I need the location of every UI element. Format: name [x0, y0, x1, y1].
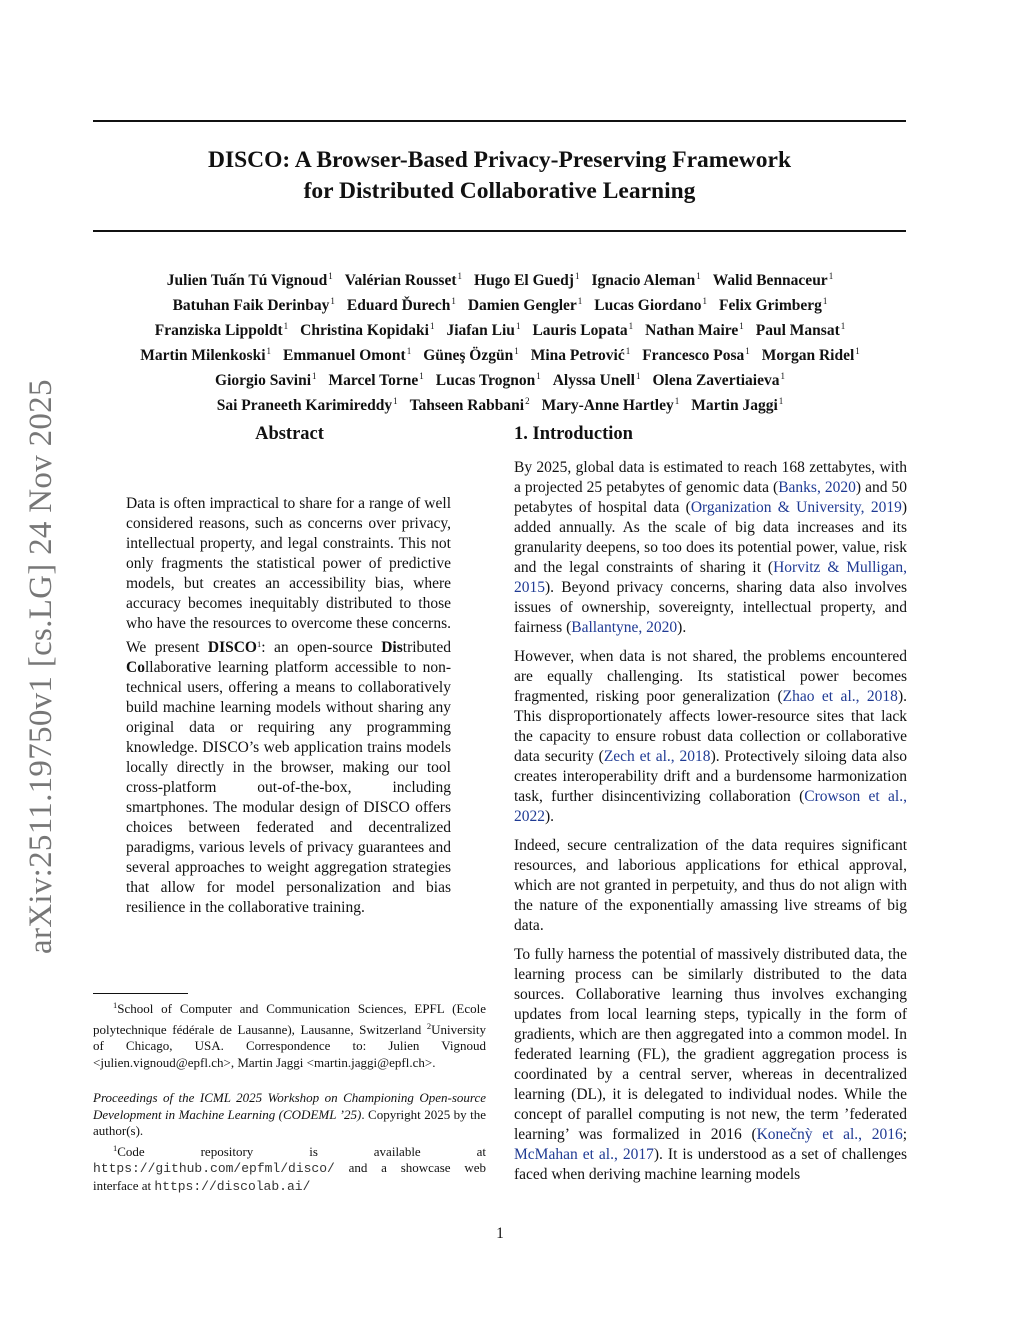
- disco-acronym-co: Co: [126, 659, 145, 676]
- affiliation-text: School of Computer and Communication Sciences, EPFL (Ecole polytechnique fédérale de Lausanne), Lausanne, Switzerland: [93, 1001, 486, 1037]
- paper-title-line-1: DISCO: A Browser-Based Privacy-Preserving Framework: [207, 147, 792, 173]
- author-name-text: Olena Zavertiaieva: [652, 372, 780, 389]
- affiliation-marker: 1: [696, 271, 701, 281]
- intro-p2-text: ). Protectively siloing data also creates interoperability drift and a burdensome harmonization task, further disincentivizing collaboration (: [514, 748, 908, 805]
- paper-title-line-2: for Distributed Collaborative Learning: [303, 178, 696, 204]
- author-name-text: Francesco Posa: [642, 347, 745, 364]
- author-name-text: Hugo El Guedj: [474, 272, 574, 289]
- intro-p1-text: ). Beyond privacy concerns, sharing data also involves issues of ownership, sovereignty, intellectual property, and fairness (: [514, 579, 907, 636]
- footnote-marker: 2: [426, 1020, 432, 1031]
- intro-p4-text: ). It is understood as a set of challenges faced when deriving machine learning models: [514, 1146, 907, 1183]
- author-name: [591, 272, 700, 289]
- author-name-text: Mina Petrović: [530, 347, 625, 364]
- author-name-text: Batuhan Faik Derinbay: [172, 297, 330, 314]
- author-name-text: Giorgio Savini: [215, 372, 312, 389]
- author-name: [423, 347, 519, 364]
- affiliation-marker: 1: [393, 396, 398, 406]
- author-line: [60, 391, 940, 416]
- intro-p2-text: However, when data is not shared, the problems encountered are equally challenging. Its statistical power becomes fragmented, risking poor generalization (: [514, 648, 907, 705]
- affiliation-marker: 1: [577, 296, 583, 306]
- author-name: [542, 397, 680, 414]
- author-name: [468, 297, 582, 314]
- citation-link[interactable]: Konečnỳ et al., 2016: [756, 1126, 903, 1143]
- intro-paragraph-3: Indeed, secure centralization of the data requires significant resources, and laborious applications for ethical approval, which are not granted in perpetuity, and thus do not align with the nature of the exponentially amassing live streams of big data.: [514, 837, 907, 934]
- affiliation-marker: 1: [822, 296, 828, 306]
- author-name-text: Franziska Lippoldt: [154, 322, 283, 339]
- affiliation-marker: 1: [574, 271, 580, 281]
- affiliation-marker: 1: [739, 321, 744, 331]
- affiliation-marker: 1: [266, 346, 271, 356]
- author-name-text: Nathan Maire: [645, 322, 739, 339]
- author-name-text: Mary-Anne Hartley: [541, 397, 674, 414]
- author-name: [300, 322, 434, 339]
- author-name: [215, 372, 317, 389]
- author-name: [713, 272, 833, 289]
- affiliation-marker: 1: [536, 371, 541, 381]
- author-name: [329, 372, 424, 389]
- abstract-heading: Abstract: [255, 424, 324, 444]
- author-name: [446, 322, 520, 339]
- affiliation-marker: 1: [330, 296, 335, 306]
- affiliation-marker: 1: [855, 346, 860, 356]
- affiliation-marker: 1: [702, 296, 708, 306]
- affiliation-marker: 1: [328, 271, 333, 281]
- affiliation-marker: 1: [451, 296, 456, 306]
- code-footnote-text: Code repository is available at: [117, 1143, 486, 1159]
- author-line: [60, 366, 940, 391]
- citation-link[interactable]: Zhao et al., 2018: [782, 688, 898, 705]
- author-name-text: Sai Praneeth Karimireddy: [216, 397, 393, 414]
- author-name: [173, 297, 335, 314]
- intro-paragraph-4: [514, 945, 907, 1185]
- affiliation-marker: 1: [515, 321, 521, 331]
- citation-link[interactable]: Organization & University, 2019: [690, 499, 902, 516]
- author-name: [762, 347, 860, 364]
- affiliation-marker: 1: [778, 396, 784, 406]
- author-name-text: Christina Kopidaki: [300, 322, 429, 339]
- abstract-text: [126, 494, 451, 918]
- affiliation-marker: 1: [457, 271, 463, 281]
- title-top-rule: [93, 120, 906, 122]
- author-name-text: Paul Mansat: [755, 322, 840, 339]
- author-name-text: Lucas Trognon: [435, 372, 536, 389]
- author-line: [60, 291, 940, 316]
- affiliation-marker: 1: [828, 271, 834, 281]
- author-line: [60, 316, 940, 341]
- author-name-text: Walid Bennaceur: [712, 272, 828, 289]
- affiliation-marker: 1: [429, 321, 435, 331]
- author-name-text: Damien Gengler: [467, 297, 577, 314]
- affiliation-text: University of Chicago, USA. Correspondence to: Julien Vignoud <julien.vignoud@epfl.ch>, Martin Jaggi <martin.jaggi@epfl.ch>.: [93, 1021, 486, 1070]
- intro-p2-text: ). This disproportionately affects lower-resource sites that lack the capacity to ensure robust data collection or collaborative data security (: [514, 688, 907, 765]
- author-name-text: Valérian Rousset: [344, 272, 457, 289]
- author-line: [60, 266, 940, 291]
- author-name: [531, 347, 630, 364]
- disco-footnote-marker: 1: [257, 639, 262, 649]
- abstract-part-2: : an open-source: [261, 639, 382, 656]
- affiliation-marker: 2: [525, 396, 530, 406]
- arxiv-identifier: arXiv:2511.19750v1 [cs.LG] 24 Nov 2025: [23, 379, 59, 954]
- author-name-text: Güneş Özgün: [423, 347, 514, 364]
- author-name: [347, 297, 456, 314]
- copyright-text: . Copyright 2025 by the author(s).: [93, 1106, 487, 1138]
- author-name: [167, 272, 333, 289]
- repository-link[interactable]: https://github.com/epfml/disco/: [93, 1161, 335, 1176]
- affiliation-marker: 1: [406, 346, 412, 356]
- author-name: [691, 397, 783, 414]
- abstract-part-3: tributed: [402, 639, 451, 656]
- author-name: [345, 272, 462, 289]
- author-name-text: Marcel Torne: [328, 372, 419, 389]
- author-name: [474, 272, 579, 289]
- author-name: [283, 347, 411, 364]
- author-name-text: Ignacio Aleman: [591, 272, 696, 289]
- author-name-text: Martin Jaggi: [691, 397, 778, 414]
- author-name: [642, 347, 750, 364]
- author-name-text: Eduard Ďurech: [346, 297, 451, 314]
- affiliation-marker: 1: [419, 371, 424, 381]
- footnote-marker: 1: [113, 1142, 118, 1153]
- author-name-text: Alyssa Unell: [552, 372, 635, 389]
- author-name: [217, 397, 398, 414]
- author-name-text: Lauris Lopata: [532, 322, 628, 339]
- intro-p1-text: ) and 50 petabytes of hospital data (: [514, 479, 908, 516]
- citation-link[interactable]: McMahan et al., 2017: [514, 1146, 654, 1163]
- intro-p1-text: ).: [677, 619, 687, 636]
- affiliation-marker: 1: [840, 321, 846, 331]
- author-name-text: Julien Tuấn Tú Vignoud: [166, 272, 328, 289]
- author-name: [594, 297, 707, 314]
- author-line: [60, 341, 940, 366]
- citation-link[interactable]: Crowson et al., 2022: [514, 788, 907, 825]
- disco-name: DISCO: [207, 639, 257, 656]
- author-name: [652, 372, 785, 389]
- footnote-rule: [93, 993, 188, 994]
- author-name: [140, 347, 271, 364]
- author-name: [410, 397, 530, 414]
- showcase-link[interactable]: https://discolab.ai/: [154, 1178, 311, 1194]
- intro-p2-text: ).: [545, 808, 555, 825]
- proceedings-note: [93, 1090, 486, 1140]
- citation-link[interactable]: Ballantyne, 2020: [571, 619, 678, 636]
- intro-p4-text: ;: [902, 1126, 908, 1143]
- author-list: [60, 266, 940, 416]
- author-name-text: Felix Grimberg: [719, 297, 822, 314]
- author-name: [436, 372, 541, 389]
- abstract-part-4: llaborative learning platform accessible to non-technical users, offering a means to collaboratively build machine learning models without sharing any original data or requiring any programming knowledge. DISCO’s web application trains models locally directly in the browser, making our tool cross-platform out-of-the-box, including smartphones. The modular design of DISCO offers choices between federated and decentralized paradigms, various levels of privacy guarantees and several approaches to weight aggregation strategies that allow for model personalization and bias resilience in the collaborative training.: [126, 659, 451, 916]
- author-name-text: Martin Milenkoski: [140, 347, 266, 364]
- affiliation-footnote: [93, 997, 486, 1071]
- intro-p1-text: By 2025, global data is estimated to reach 168 zettabytes, with a projected 25 petabytes of genomic data (: [514, 459, 907, 496]
- intro-paragraph-1: [514, 458, 907, 638]
- author-name: [756, 322, 845, 339]
- affiliation-marker: 1: [514, 346, 519, 356]
- title-bottom-rule: [93, 230, 906, 232]
- author-name: [719, 297, 827, 314]
- affiliation-marker: 1: [780, 371, 785, 381]
- intro-p1-text: ) added annually. As the scale of big data increases and its granularity deepens, so too does its potential power, value, risk and the legal constraints of sharing it (: [514, 499, 907, 576]
- author-name: [532, 322, 633, 339]
- disco-acronym-dis: Dis: [381, 639, 403, 656]
- footnote-marker: 1: [113, 1000, 118, 1010]
- author-name: [553, 372, 641, 389]
- affiliation-marker: 1: [745, 346, 750, 356]
- citation-link[interactable]: Horvitz & Mulligan, 2015: [514, 559, 907, 596]
- author-name-text: Lucas Giordano: [594, 297, 702, 314]
- page-number: 1: [496, 1225, 504, 1242]
- author-name: [645, 322, 744, 339]
- affiliation-marker: 1: [283, 321, 289, 331]
- author-name-text: Jiafan Liu: [446, 322, 515, 339]
- affiliation-marker: 1: [625, 346, 631, 356]
- code-footnote-text: and a showcase web interface at: [93, 1160, 486, 1193]
- proceedings-title: Proceedings of the ICML 2025 Workshop on Championing Open-source Development in Machine Learning (CODEML ’25): [93, 1090, 486, 1122]
- footnotes: [93, 997, 486, 1195]
- affiliation-marker: 1: [312, 371, 317, 381]
- intro-p4-text: To fully harness the potential of massively distributed data, the learning process can be similarly distributed to the data sources. Collaborative learning thus involves exchanging updates from local learning steps, typically in the form of gradients, which are then aggregated into a common model. In federated learning (FL), the gradient aggregation process is coordinated by a central server, whereas in decentralized learning (DL), it is delegated to individual nodes. While the concept of parallel computing is not new, the term ’federated learning’ was formalized in 2016 (: [514, 946, 907, 1143]
- citation-link[interactable]: Banks, 2020: [778, 479, 856, 496]
- citation-link[interactable]: Zech et al., 2018: [603, 748, 711, 765]
- affiliation-marker: 1: [635, 371, 641, 381]
- author-name: [155, 322, 288, 339]
- author-name-text: Tahseen Rabbani: [409, 397, 525, 414]
- introduction-body: [514, 458, 907, 1194]
- author-name-text: Emmanuel Omont: [283, 347, 406, 364]
- author-name-text: Morgan Ridel: [761, 347, 855, 364]
- affiliation-marker: 1: [674, 396, 680, 406]
- code-footnote: [93, 1140, 486, 1196]
- affiliation-marker: 1: [628, 321, 634, 331]
- abstract-part-1: Data is often impractical to share for a range of well considered reasons, such as concerns over privacy, intellectual property, and legal constraints. This not only fragments the statistical power of predictive models, but creates an accessibility bias, where accuracy becomes inequitably distributed to those who have the resources to overcome these concerns. We present: [126, 495, 451, 656]
- introduction-heading: 1. Introduction: [514, 424, 633, 444]
- intro-paragraph-2: [514, 647, 907, 827]
